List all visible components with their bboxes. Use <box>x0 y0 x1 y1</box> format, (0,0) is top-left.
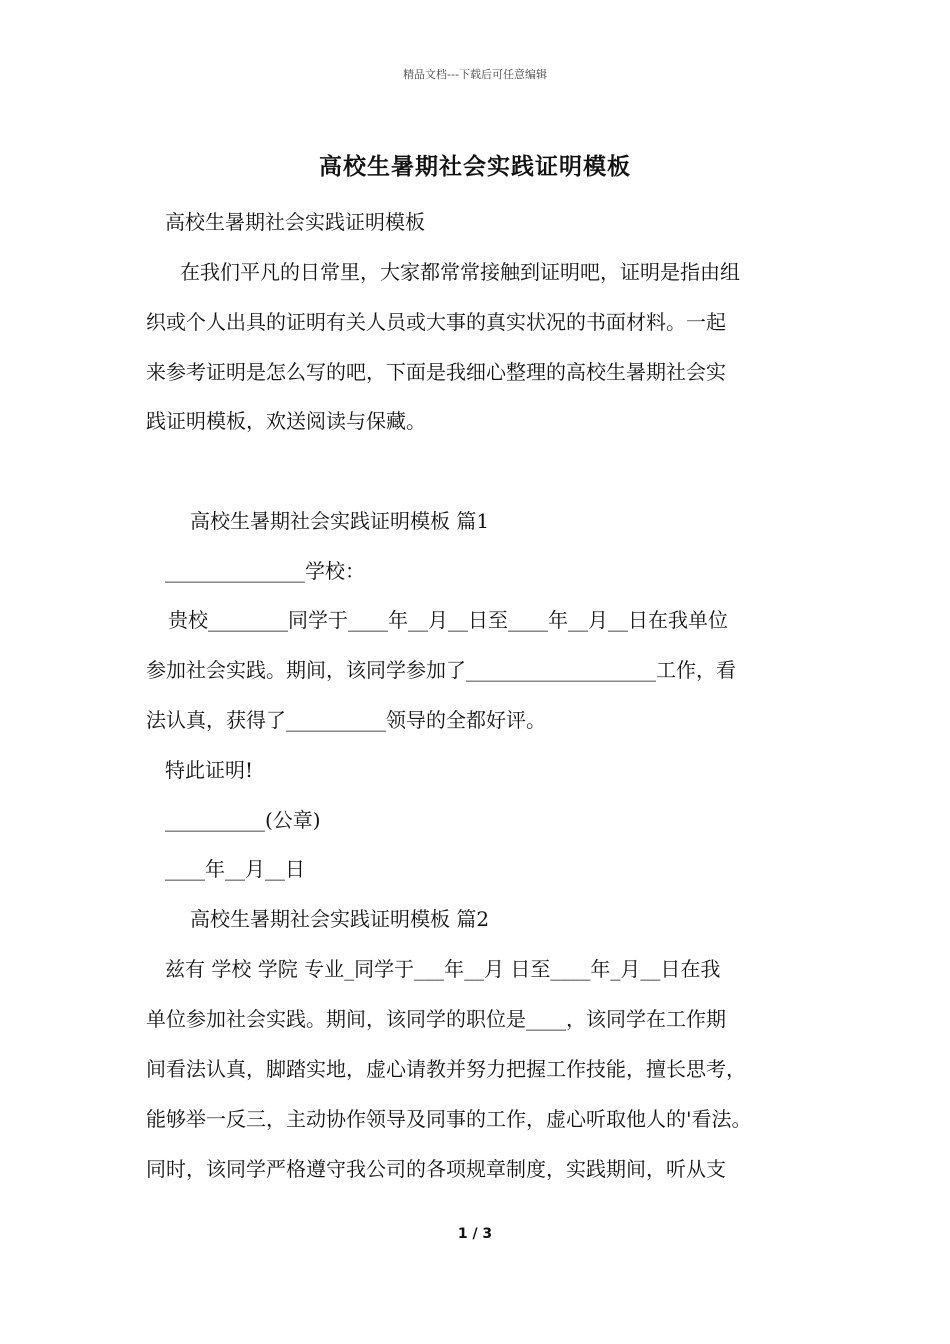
section1-line: ______________学校： <box>165 559 365 583</box>
section2-heading: 高校生暑期社会实践证明模板 篇2 <box>190 907 490 931</box>
section2-line: 间看法认真，脚踏实地，虚心请教并努力把握工作技能，擅长思考， <box>146 1057 746 1081</box>
section1-line: __________(公章) <box>165 808 321 832</box>
section1-line: 贵校________同学于____年__月__日至____年__月__日在我单位 <box>168 608 728 632</box>
page-header: 精品文档---下载后可任意编辑 <box>403 68 547 81</box>
section1-line: 参加社会实践。期间，该同学参加了___________________工作，看 <box>146 658 736 682</box>
section2-line: 兹有 学校 学院 专业_同学于___年__月 日至____年_月__日在我 <box>165 957 721 981</box>
intro-line: 织或个人出具的证明有关人员或大事的真实状况的书面材料。一起 <box>146 310 726 334</box>
page-indicator: 1 / 3 <box>457 1226 493 1242</box>
section2-line: 单位参加社会实践。期间，该同学的职位是____，该同学在工作期 <box>146 1007 726 1031</box>
intro-line: 来参考证明是怎么写的吧，下面是我细心整理的高校生暑期社会实 <box>146 360 726 384</box>
section1-line: 法认真，获得了__________领导的全都好评。 <box>146 708 546 732</box>
document-subtitle: 高校生暑期社会实践证明模板 <box>165 210 425 234</box>
section2-line: 同时，该同学严格遵守我公司的各项规章制度，实践期间，听从支 <box>146 1157 726 1181</box>
section1-line: ____年__月__日 <box>165 857 305 881</box>
section2-line: 能够举一反三，主动协作领导及同事的工作，虚心听取他人的'看法。 <box>146 1107 752 1131</box>
intro-line: 在我们平凡的日常里，大家都常常接触到证明吧，证明是指由组 <box>180 260 740 284</box>
section1-line: 特此证明! <box>165 758 254 782</box>
document-title: 高校生暑期社会实践证明模板 <box>319 153 631 180</box>
intro-line: 践证明模板，欢送阅读与保藏。 <box>146 409 426 433</box>
section1-heading: 高校生暑期社会实践证明模板 篇1 <box>190 509 490 533</box>
